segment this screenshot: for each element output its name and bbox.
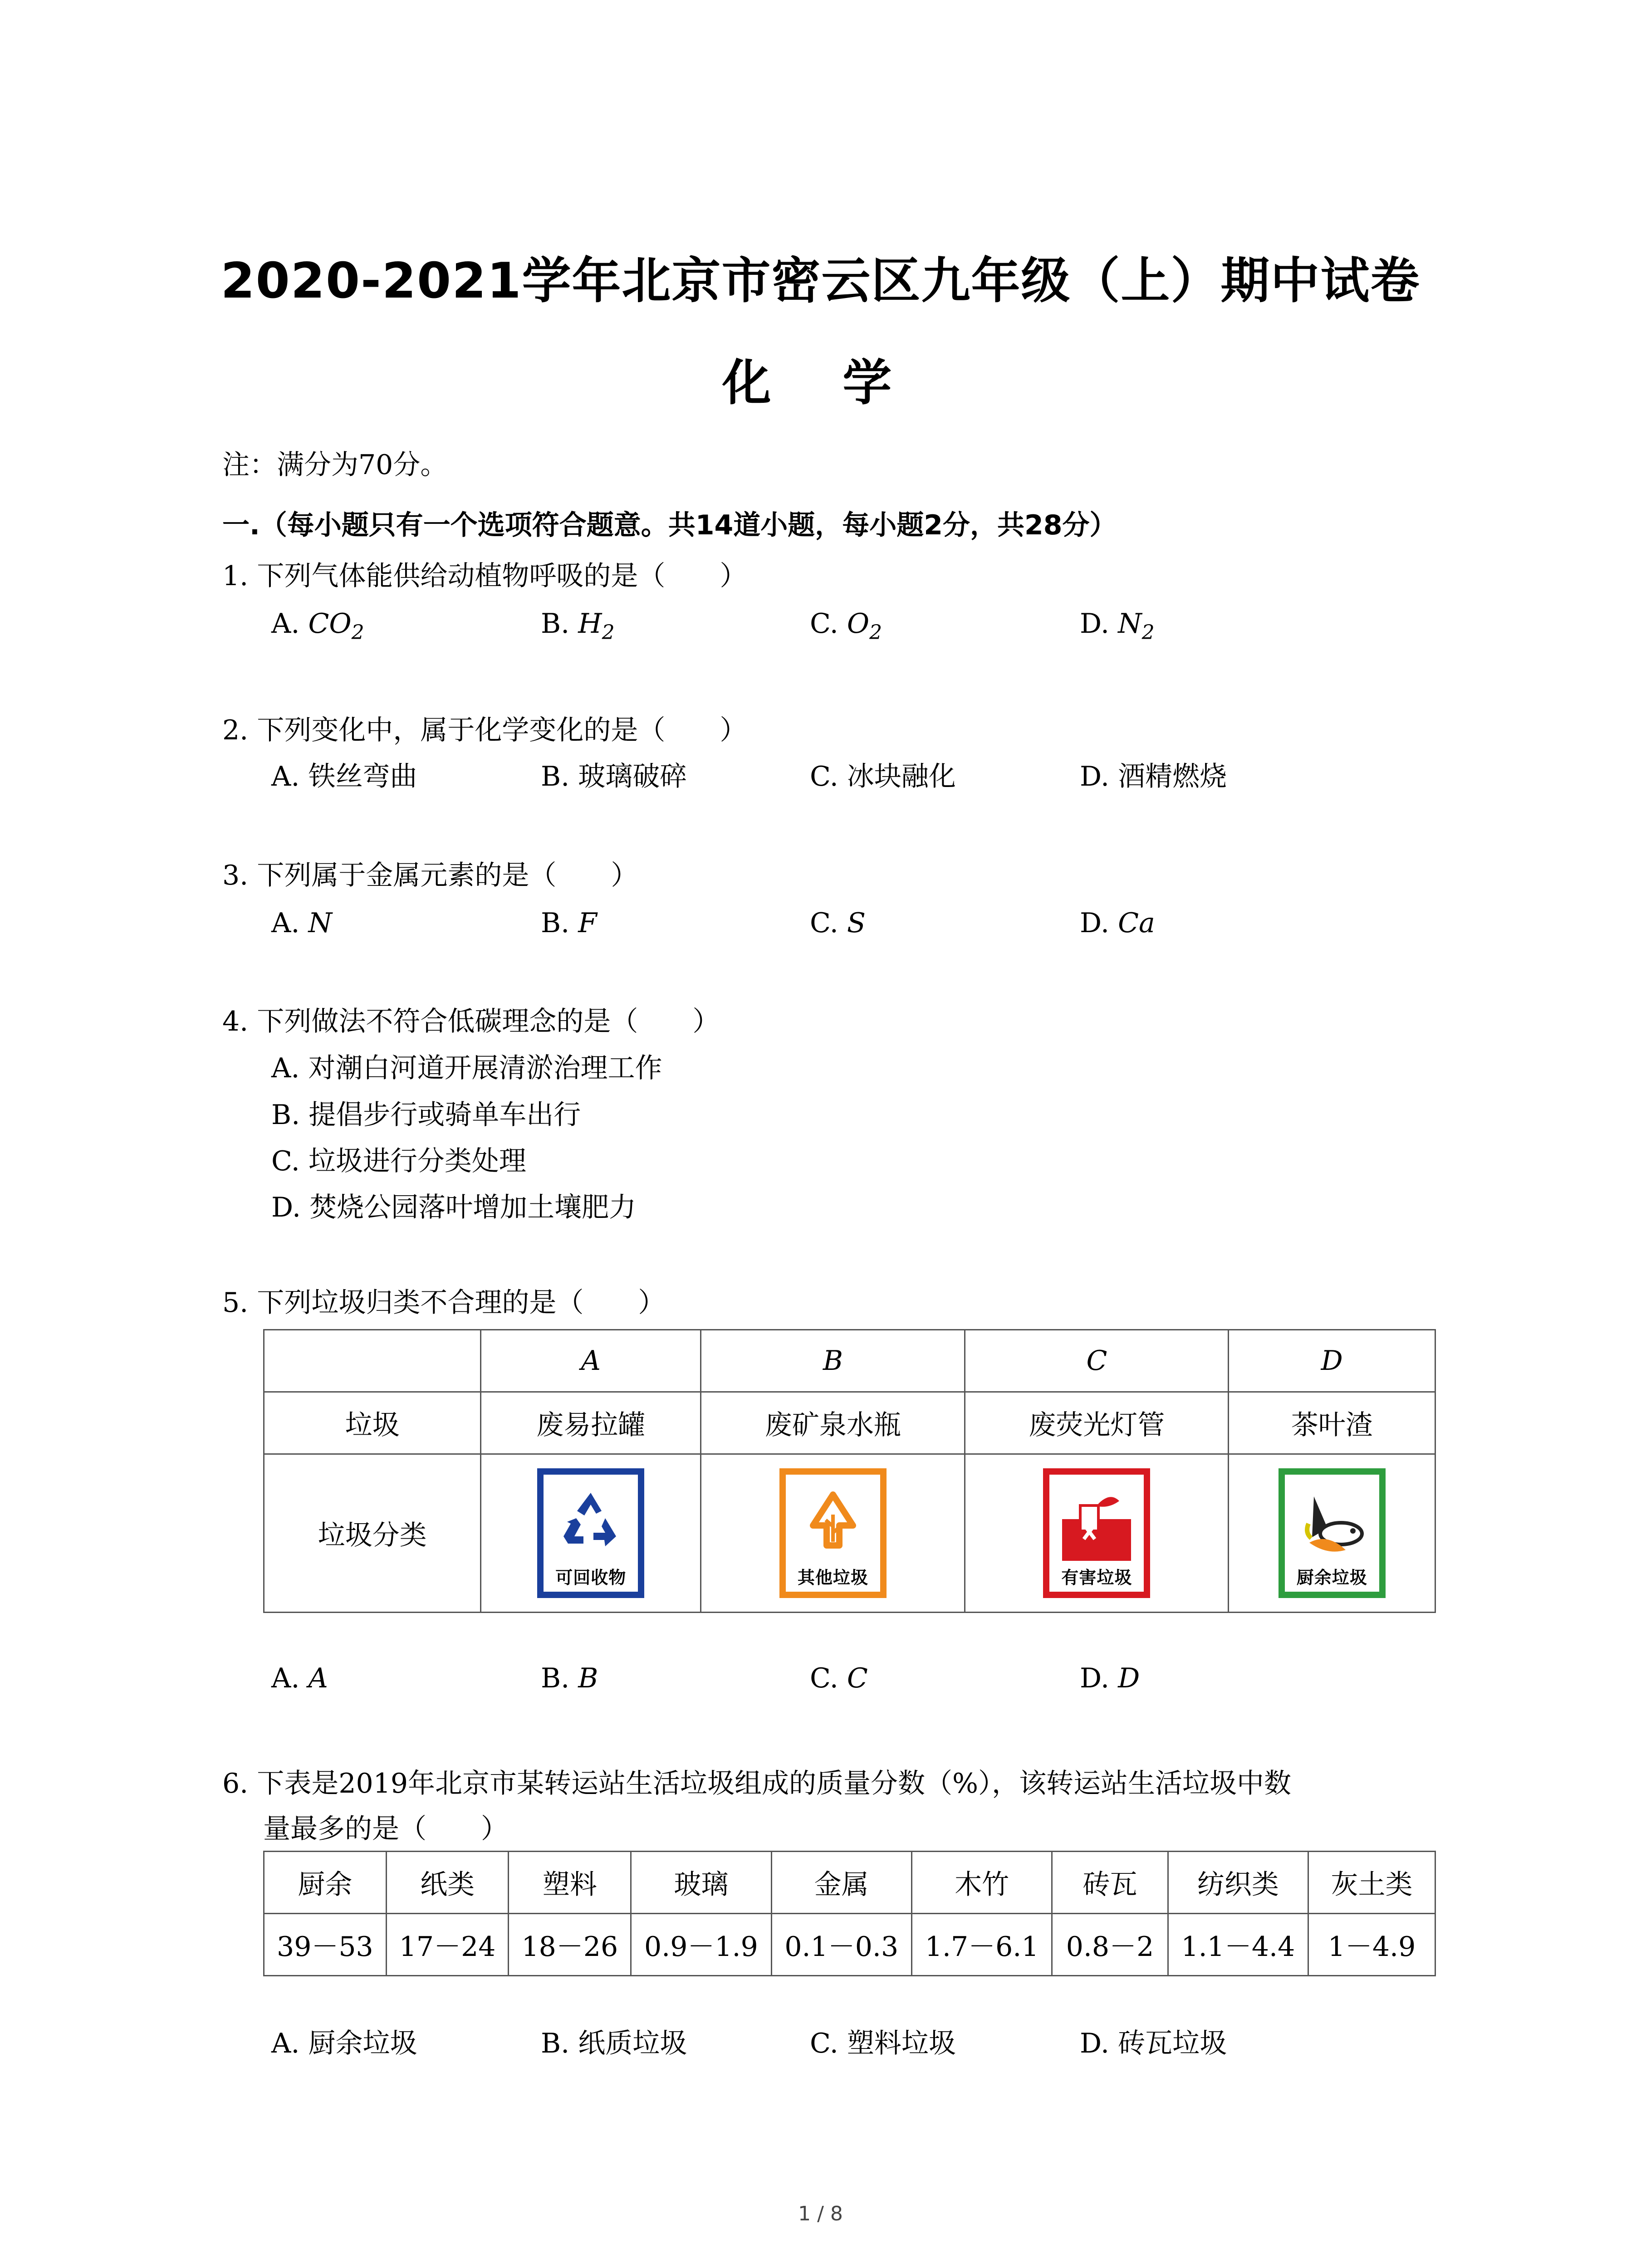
kitchen-waste-icon xyxy=(1296,1483,1368,1564)
question-6-stem-line1: 6. 下表是2019年北京市某转运站生活垃圾组成的质量分数（%），该转运站生活垃圾中数 xyxy=(222,1768,1292,1799)
q5-row-label-waste: 垃圾 xyxy=(264,1392,481,1454)
q2-option-a[interactable]: A. 铁丝弯曲 xyxy=(271,761,417,792)
q6-option-d[interactable]: D. 砖瓦垃圾 xyxy=(1080,2028,1227,2059)
q3-option-b[interactable]: B. F xyxy=(541,907,597,939)
kitchen-waste-bin-sign xyxy=(1279,1468,1386,1598)
q5-row-label-category: 垃圾分类 xyxy=(264,1454,481,1613)
q6-header-cell: 砖瓦 xyxy=(1052,1852,1168,1914)
other-waste-bin-sign xyxy=(779,1468,887,1598)
q6-header-row xyxy=(264,1852,1435,1914)
q5-waste-c: 废荧光灯管 xyxy=(965,1392,1229,1454)
question-4-stem: 4. 下列做法不符合低碳理念的是（ ） xyxy=(222,1006,720,1037)
q5-waste-a: 废易拉罐 xyxy=(481,1392,701,1454)
q5-header-d: D xyxy=(1229,1330,1435,1392)
q5-waste-b: 废矿泉水瓶 xyxy=(701,1392,965,1454)
q1-option-c[interactable]: C. $O_2$ xyxy=(810,608,882,644)
q5-bin-cell-b xyxy=(701,1454,965,1613)
q6-header-cell: 纺织类 xyxy=(1168,1852,1308,1914)
q2-option-d[interactable]: D. 酒精燃烧 xyxy=(1080,761,1227,792)
q6-header-cell: 塑料 xyxy=(509,1852,631,1914)
q4-option-a[interactable]: A. 对潮白河道开展清淤治理工作 xyxy=(271,1052,662,1084)
q1-option-d[interactable]: D. $N_2$ xyxy=(1080,608,1155,644)
q5-option-c[interactable]: C. C xyxy=(810,1662,868,1694)
q6-table xyxy=(263,1851,1436,1976)
q4-option-b[interactable]: B. 提倡步行或骑单车出行 xyxy=(271,1099,581,1131)
q6-header-cell: 灰土类 xyxy=(1308,1852,1435,1914)
q5-option-a[interactable]: A. A xyxy=(271,1662,328,1694)
q6-value-cell: 1－4.9 xyxy=(1308,1914,1435,1976)
bin-caption-c: 有害垃圾 xyxy=(1061,1568,1132,1588)
q5-header-a: A xyxy=(481,1330,701,1392)
subject-title: 化 学 xyxy=(722,355,919,411)
q6-value-cell: 0.8－2 xyxy=(1052,1914,1168,1976)
q2-option-c[interactable]: C. 冰块融化 xyxy=(810,761,956,792)
q6-value-row xyxy=(264,1914,1435,1976)
score-note: 注：满分为70分。 xyxy=(222,449,448,481)
q6-value-cell: 39－53 xyxy=(264,1914,387,1976)
bin-caption-a: 可回收物 xyxy=(555,1568,627,1588)
question-2-stem: 2. 下列变化中，属于化学变化的是（ ） xyxy=(222,714,747,746)
hazardous-waste-bin-sign xyxy=(1043,1468,1150,1598)
q3-option-c[interactable]: C. S xyxy=(810,907,866,939)
section-heading: 一.（每小题只有一个选项符合题意。共14道小题，每小题2分，共28分） xyxy=(222,509,1117,541)
q6-header-cell: 纸类 xyxy=(386,1852,509,1914)
question-1-stem: 1. 下列气体能供给动植物呼吸的是（ ） xyxy=(222,560,747,592)
question-6-stem-line2: 量最多的是（ ） xyxy=(263,1813,508,1845)
recyclable-bin-sign xyxy=(537,1468,644,1598)
q5-header-c: C xyxy=(965,1330,1229,1392)
q6-header-cell: 玻璃 xyxy=(631,1852,771,1914)
question-3-stem: 3. 下列属于金属元素的是（ ） xyxy=(222,860,638,891)
q4-option-c[interactable]: C. 垃圾进行分类处理 xyxy=(271,1145,526,1177)
q5-table xyxy=(263,1329,1436,1613)
q6-header-cell: 金属 xyxy=(771,1852,911,1914)
recycle-icon xyxy=(554,1483,627,1564)
q5-bin-cell-a xyxy=(481,1454,701,1613)
q3-option-d[interactable]: D. Ca xyxy=(1080,907,1155,939)
q1-option-b[interactable]: B. $H_2$ xyxy=(541,608,615,644)
q6-header-cell: 厨余 xyxy=(264,1852,387,1914)
q6-value-cell: 17－24 xyxy=(386,1914,509,1976)
hazardous-waste-icon xyxy=(1060,1483,1133,1564)
q6-header-cell: 木竹 xyxy=(911,1852,1052,1914)
bin-caption-d: 厨余垃圾 xyxy=(1296,1568,1367,1588)
q5-bin-cell-d xyxy=(1229,1454,1435,1613)
page-number: 1 / 8 xyxy=(798,2202,843,2225)
q6-option-a[interactable]: A. 厨余垃圾 xyxy=(271,2028,417,2059)
other-waste-icon xyxy=(797,1483,869,1564)
q5-header-blank xyxy=(264,1330,481,1392)
q1-option-a[interactable]: A. $CO_2$ xyxy=(271,608,364,644)
q6-value-cell: 1.7－6.1 xyxy=(911,1914,1052,1976)
q3-option-a[interactable]: A. N xyxy=(271,907,332,939)
q6-option-c[interactable]: C. 塑料垃圾 xyxy=(810,2028,956,2059)
question-5-stem: 5. 下列垃圾归类不合理的是（ ） xyxy=(222,1287,666,1319)
q5-option-d[interactable]: D. D xyxy=(1080,1662,1140,1694)
q4-option-d[interactable]: D. 焚烧公园落叶增加土壤肥力 xyxy=(271,1192,637,1223)
q5-waste-d: 茶叶渣 xyxy=(1229,1392,1435,1454)
q6-value-cell: 0.1－0.3 xyxy=(771,1914,911,1976)
exam-title: 2020-2021学年北京市密云区九年级（上）期中试卷 xyxy=(220,253,1421,309)
q6-value-cell: 18－26 xyxy=(509,1914,631,1976)
q5-bin-cell-c xyxy=(965,1454,1229,1613)
q6-value-cell: 1.1－4.4 xyxy=(1168,1914,1308,1976)
bin-caption-b: 其他垃圾 xyxy=(797,1568,868,1588)
q2-option-b[interactable]: B. 玻璃破碎 xyxy=(541,761,687,792)
q6-value-cell: 0.9－1.9 xyxy=(631,1914,771,1976)
q5-option-b[interactable]: B. B xyxy=(541,1662,598,1694)
q5-header-b: B xyxy=(701,1330,965,1392)
q6-option-b[interactable]: B. 纸质垃圾 xyxy=(541,2028,687,2059)
